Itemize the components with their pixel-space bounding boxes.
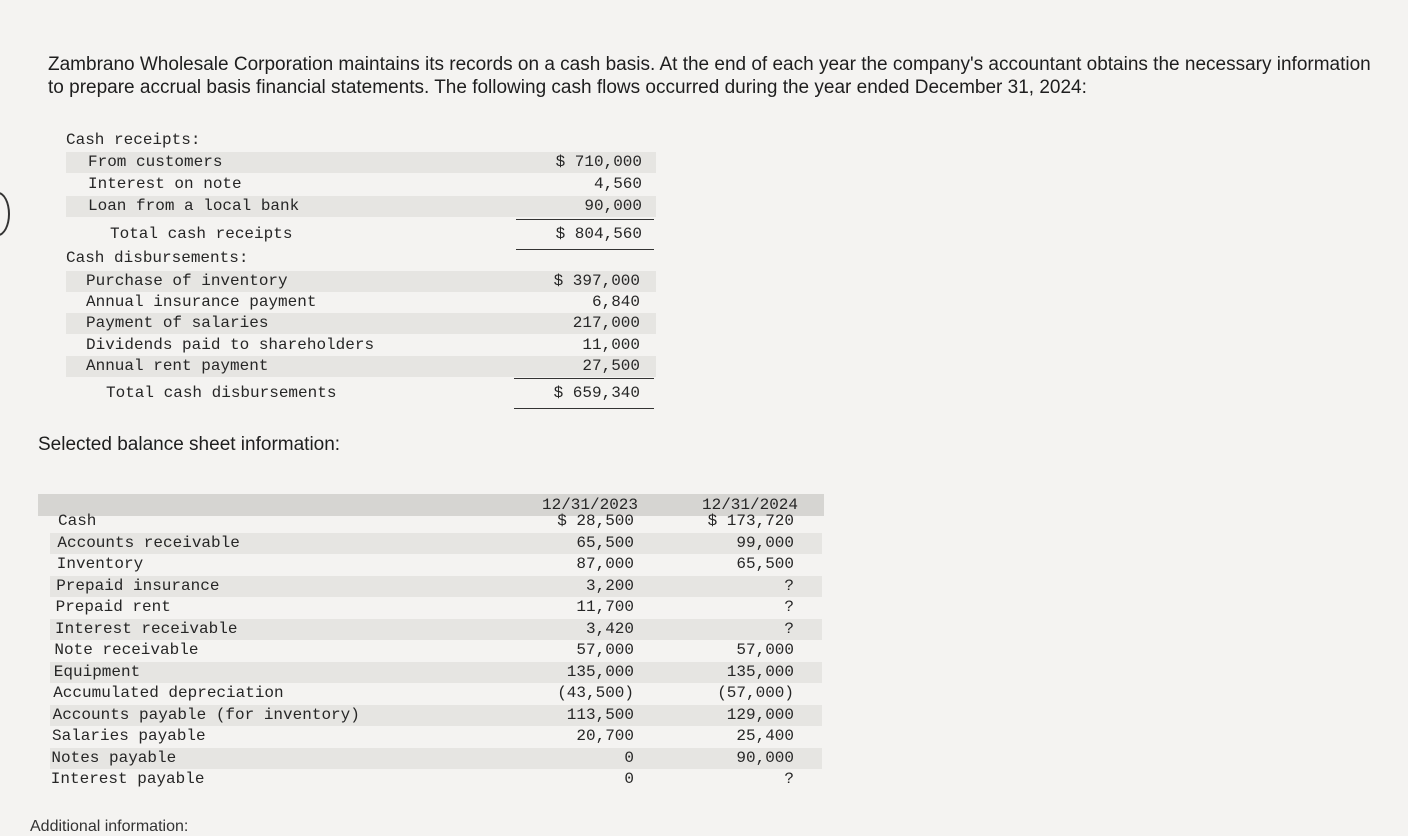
value-2024: ? [784, 576, 794, 595]
disbursement-amount: 11,000 [582, 336, 640, 354]
disbursement-amount: $ 397,000 [553, 272, 640, 290]
table-row [50, 533, 822, 554]
table-row [50, 662, 822, 683]
value-2023: (43,500) [557, 684, 634, 702]
value-2024: 99,000 [736, 533, 794, 552]
value-2024: ? [784, 770, 794, 788]
value-2023: 57,000 [576, 641, 634, 659]
disbursement-row [66, 292, 656, 313]
value-2024: ? [784, 598, 794, 616]
value-2023: 113,500 [566, 705, 634, 724]
receipt-label: Interest on note [88, 175, 242, 193]
table-row [50, 576, 822, 597]
disbursement-amount: 217,000 [572, 314, 640, 332]
disbursement-label: Payment of salaries [86, 314, 269, 332]
row-label: Interest receivable [55, 619, 238, 638]
row-label: Equipment [53, 662, 141, 681]
value-2023: 11,700 [576, 598, 634, 616]
receipt-amount: 90,000 [584, 197, 642, 215]
row-label: Prepaid rent [55, 598, 171, 616]
column-header-2023: 12/31/2023 [541, 496, 638, 514]
row-label: Accounts payable (for inventory) [52, 705, 360, 724]
cropped-page-edge [0, 192, 10, 236]
row-label: Accumulated depreciation [53, 684, 284, 702]
row-label: Inventory [56, 555, 144, 573]
disbursement-amount: 6,840 [591, 293, 640, 311]
value-2024: (57,000) [717, 684, 794, 702]
table-row [50, 640, 822, 661]
row-label: Interest payable [50, 770, 205, 788]
table-row [50, 705, 822, 726]
value-2024: ? [784, 619, 794, 638]
total-disbursements-label: Total cash disbursements [106, 384, 337, 402]
value-2023: 3,420 [585, 619, 634, 638]
table-row [50, 683, 822, 704]
total-receipts-amount: $ 804,560 [555, 225, 642, 243]
value-2024: 57,000 [736, 641, 794, 659]
row-label: Cash [58, 512, 97, 530]
table-row [50, 597, 822, 618]
problem-intro: Zambrano Wholesale Corporation maintains its records on a cash basis. At the end of each year the company's accountant obtains the necessary information to prepare accrual basis financial statements. The following cash flows occurred during the year ended December 31, 2024: [48, 54, 1371, 98]
total-rule [516, 249, 654, 250]
receipt-row [66, 174, 656, 195]
disbursement-label: Annual insurance payment [86, 293, 317, 311]
value-2023: 87,000 [576, 555, 634, 573]
cash-disbursements-heading: Cash disbursements: [66, 249, 249, 267]
value-2023: 3,200 [585, 576, 634, 595]
cash-receipts-heading: Cash receipts: [66, 131, 201, 149]
receipt-row [66, 196, 656, 217]
table-row [50, 769, 822, 790]
disbursement-label: Dividends paid to shareholders [86, 336, 375, 354]
value-2024: 135,000 [726, 662, 794, 681]
total-disbursements-row [66, 383, 656, 404]
additional-information-cut: Additional information: [30, 818, 189, 835]
value-2023: $ 28,500 [557, 512, 634, 530]
total-rule [514, 408, 654, 409]
subtotal-rule [514, 378, 654, 379]
disbursement-row [66, 271, 656, 292]
balance-sheet-heading: Selected balance sheet information: [38, 434, 341, 455]
table-row [50, 554, 822, 575]
table-row [50, 619, 822, 640]
disbursement-row [66, 313, 656, 334]
disbursement-row [66, 356, 656, 377]
row-label: Salaries payable [52, 727, 206, 745]
receipt-amount: 4,560 [593, 175, 642, 193]
subtotal-rule [516, 219, 654, 220]
value-2023: 135,000 [566, 662, 634, 681]
value-2023: 65,500 [576, 533, 634, 552]
table-row [50, 726, 822, 747]
value-2024: 65,500 [736, 555, 794, 573]
receipt-label: Loan from a local bank [88, 197, 300, 215]
disbursement-row [66, 335, 656, 356]
value-2024: 90,000 [736, 748, 794, 767]
value-2024: $ 173,720 [707, 512, 794, 530]
disbursement-label: Purchase of inventory [86, 272, 288, 290]
disbursement-amount: 27,500 [582, 357, 640, 375]
column-header-2024: 12/31/2024 [701, 496, 798, 514]
receipt-amount: $ 710,000 [555, 153, 642, 171]
value-2023: 20,700 [576, 727, 634, 745]
row-label: Note receivable [54, 641, 199, 659]
total-receipts-row [66, 224, 656, 245]
row-label: Notes payable [51, 748, 177, 767]
receipt-row [66, 152, 656, 173]
table-row [50, 748, 822, 769]
row-label: Prepaid insurance [56, 576, 220, 595]
value-2024: 25,400 [736, 727, 794, 745]
receipt-label: From customers [88, 153, 223, 171]
value-2024: 129,000 [726, 705, 794, 724]
row-label: Accounts receivable [57, 533, 240, 552]
table-row [50, 511, 822, 532]
value-2023: 0 [624, 748, 634, 767]
total-receipts-label: Total cash receipts [110, 225, 293, 243]
disbursement-label: Annual rent payment [86, 357, 269, 375]
total-disbursements-amount: $ 659,340 [553, 384, 640, 402]
value-2023: 0 [624, 770, 634, 788]
